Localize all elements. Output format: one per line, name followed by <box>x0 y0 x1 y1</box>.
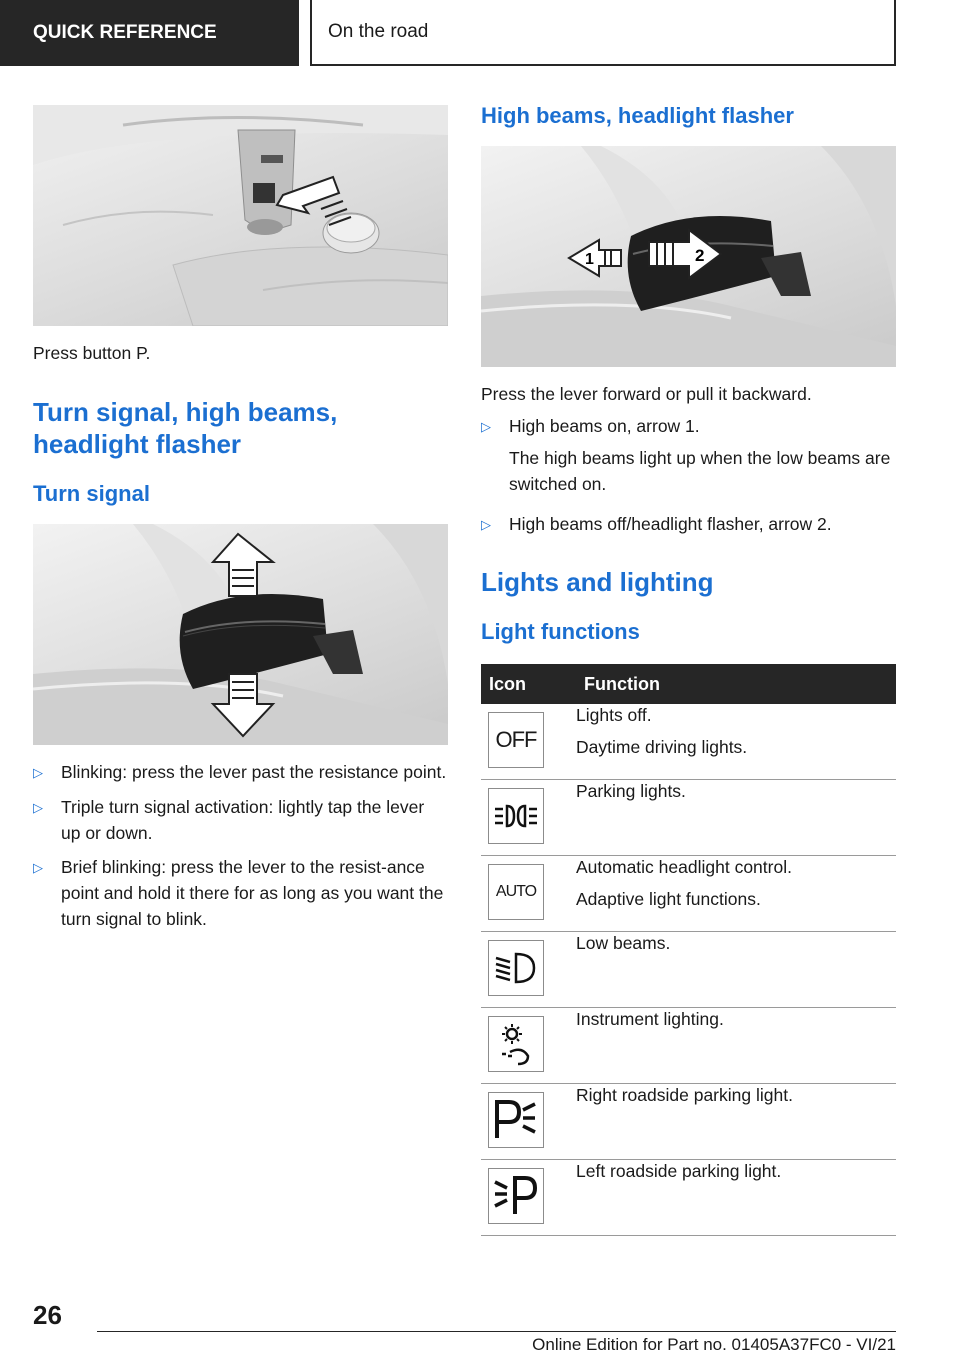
list-item: ▷ Triple turn signal activation: lightly tap the lever up or down. <box>33 794 448 846</box>
list-item: ▷ High beams off/headlight flasher, arrow 2. <box>481 511 896 538</box>
triangle-bullet-icon: ▷ <box>33 765 43 780</box>
turn-signal-lever-illustration <box>33 524 448 745</box>
table-row: Instrument lighting. <box>481 1008 896 1084</box>
table-row: Right roadside parking light. <box>481 1084 896 1160</box>
gear-selector-illustration <box>33 105 448 326</box>
light-functions-table <box>481 664 896 1236</box>
instrument-lighting-icon <box>488 1016 544 1072</box>
triangle-bullet-icon: ▷ <box>33 860 43 875</box>
turn-signal-heading: Turn signal, high beams, headlight flasher <box>33 397 338 459</box>
high-beams-heading: High beams, headlight flasher <box>481 103 794 128</box>
list-item: ▷ High beams on, arrow 1. The high beams light up when the low beams are switched on. <box>481 413 896 503</box>
right-column <box>481 102 896 1236</box>
table-row: OFF Lights off. Daytime driving lights. <box>481 704 896 780</box>
chapter-tab: On the road <box>310 0 896 66</box>
edition-footer: Online Edition for Part no. 01405A37FC0 - VI/21 <box>532 1335 896 1354</box>
triangle-bullet-icon: ▷ <box>481 419 491 434</box>
turn-signal-list <box>33 759 448 932</box>
triangle-bullet-icon: ▷ <box>33 800 43 815</box>
footer-divider <box>97 1331 896 1332</box>
right-roadside-parking-icon <box>488 1092 544 1148</box>
lights-off-icon: OFF <box>488 712 544 768</box>
auto-headlight-icon: AUTO <box>488 864 544 920</box>
list-item: ▷ Brief blinking: press the lever to the resist-ance point and hold it there for as long as you want the turn signal to blink. <box>33 854 448 932</box>
high-beam-caption: Press the lever forward or pull it backward. <box>481 384 812 404</box>
gear-caption: Press button P. <box>33 343 151 363</box>
arrow-1-label: 1 <box>585 251 594 268</box>
section-tab: QUICK REFERENCE <box>0 0 299 66</box>
arrow-2-label: 2 <box>695 246 705 265</box>
table-row: AUTO Automatic headlight control. Adaptive light functions. <box>481 856 896 932</box>
left-column <box>33 105 448 940</box>
high-beam-lever-illustration <box>481 146 896 367</box>
parking-lights-icon <box>488 788 544 844</box>
table-row: Left roadside parking light. <box>481 1160 896 1236</box>
light-functions-subheading: Light functions <box>481 619 640 644</box>
high-beam-list <box>481 413 896 538</box>
function-column-header: Function <box>576 664 896 704</box>
list-item: ▷ Blinking: press the lever past the resistance point. <box>33 759 448 786</box>
table-row: Low beams. <box>481 932 896 1008</box>
icon-column-header: Icon <box>481 664 576 704</box>
triangle-bullet-icon: ▷ <box>481 517 491 532</box>
left-roadside-parking-icon <box>488 1168 544 1224</box>
page-number: 26 <box>33 1300 62 1330</box>
low-beams-icon <box>488 940 544 996</box>
lights-heading: Lights and lighting <box>481 567 714 597</box>
turn-signal-subheading: Turn signal <box>33 481 150 506</box>
table-row: Parking lights. <box>481 780 896 856</box>
